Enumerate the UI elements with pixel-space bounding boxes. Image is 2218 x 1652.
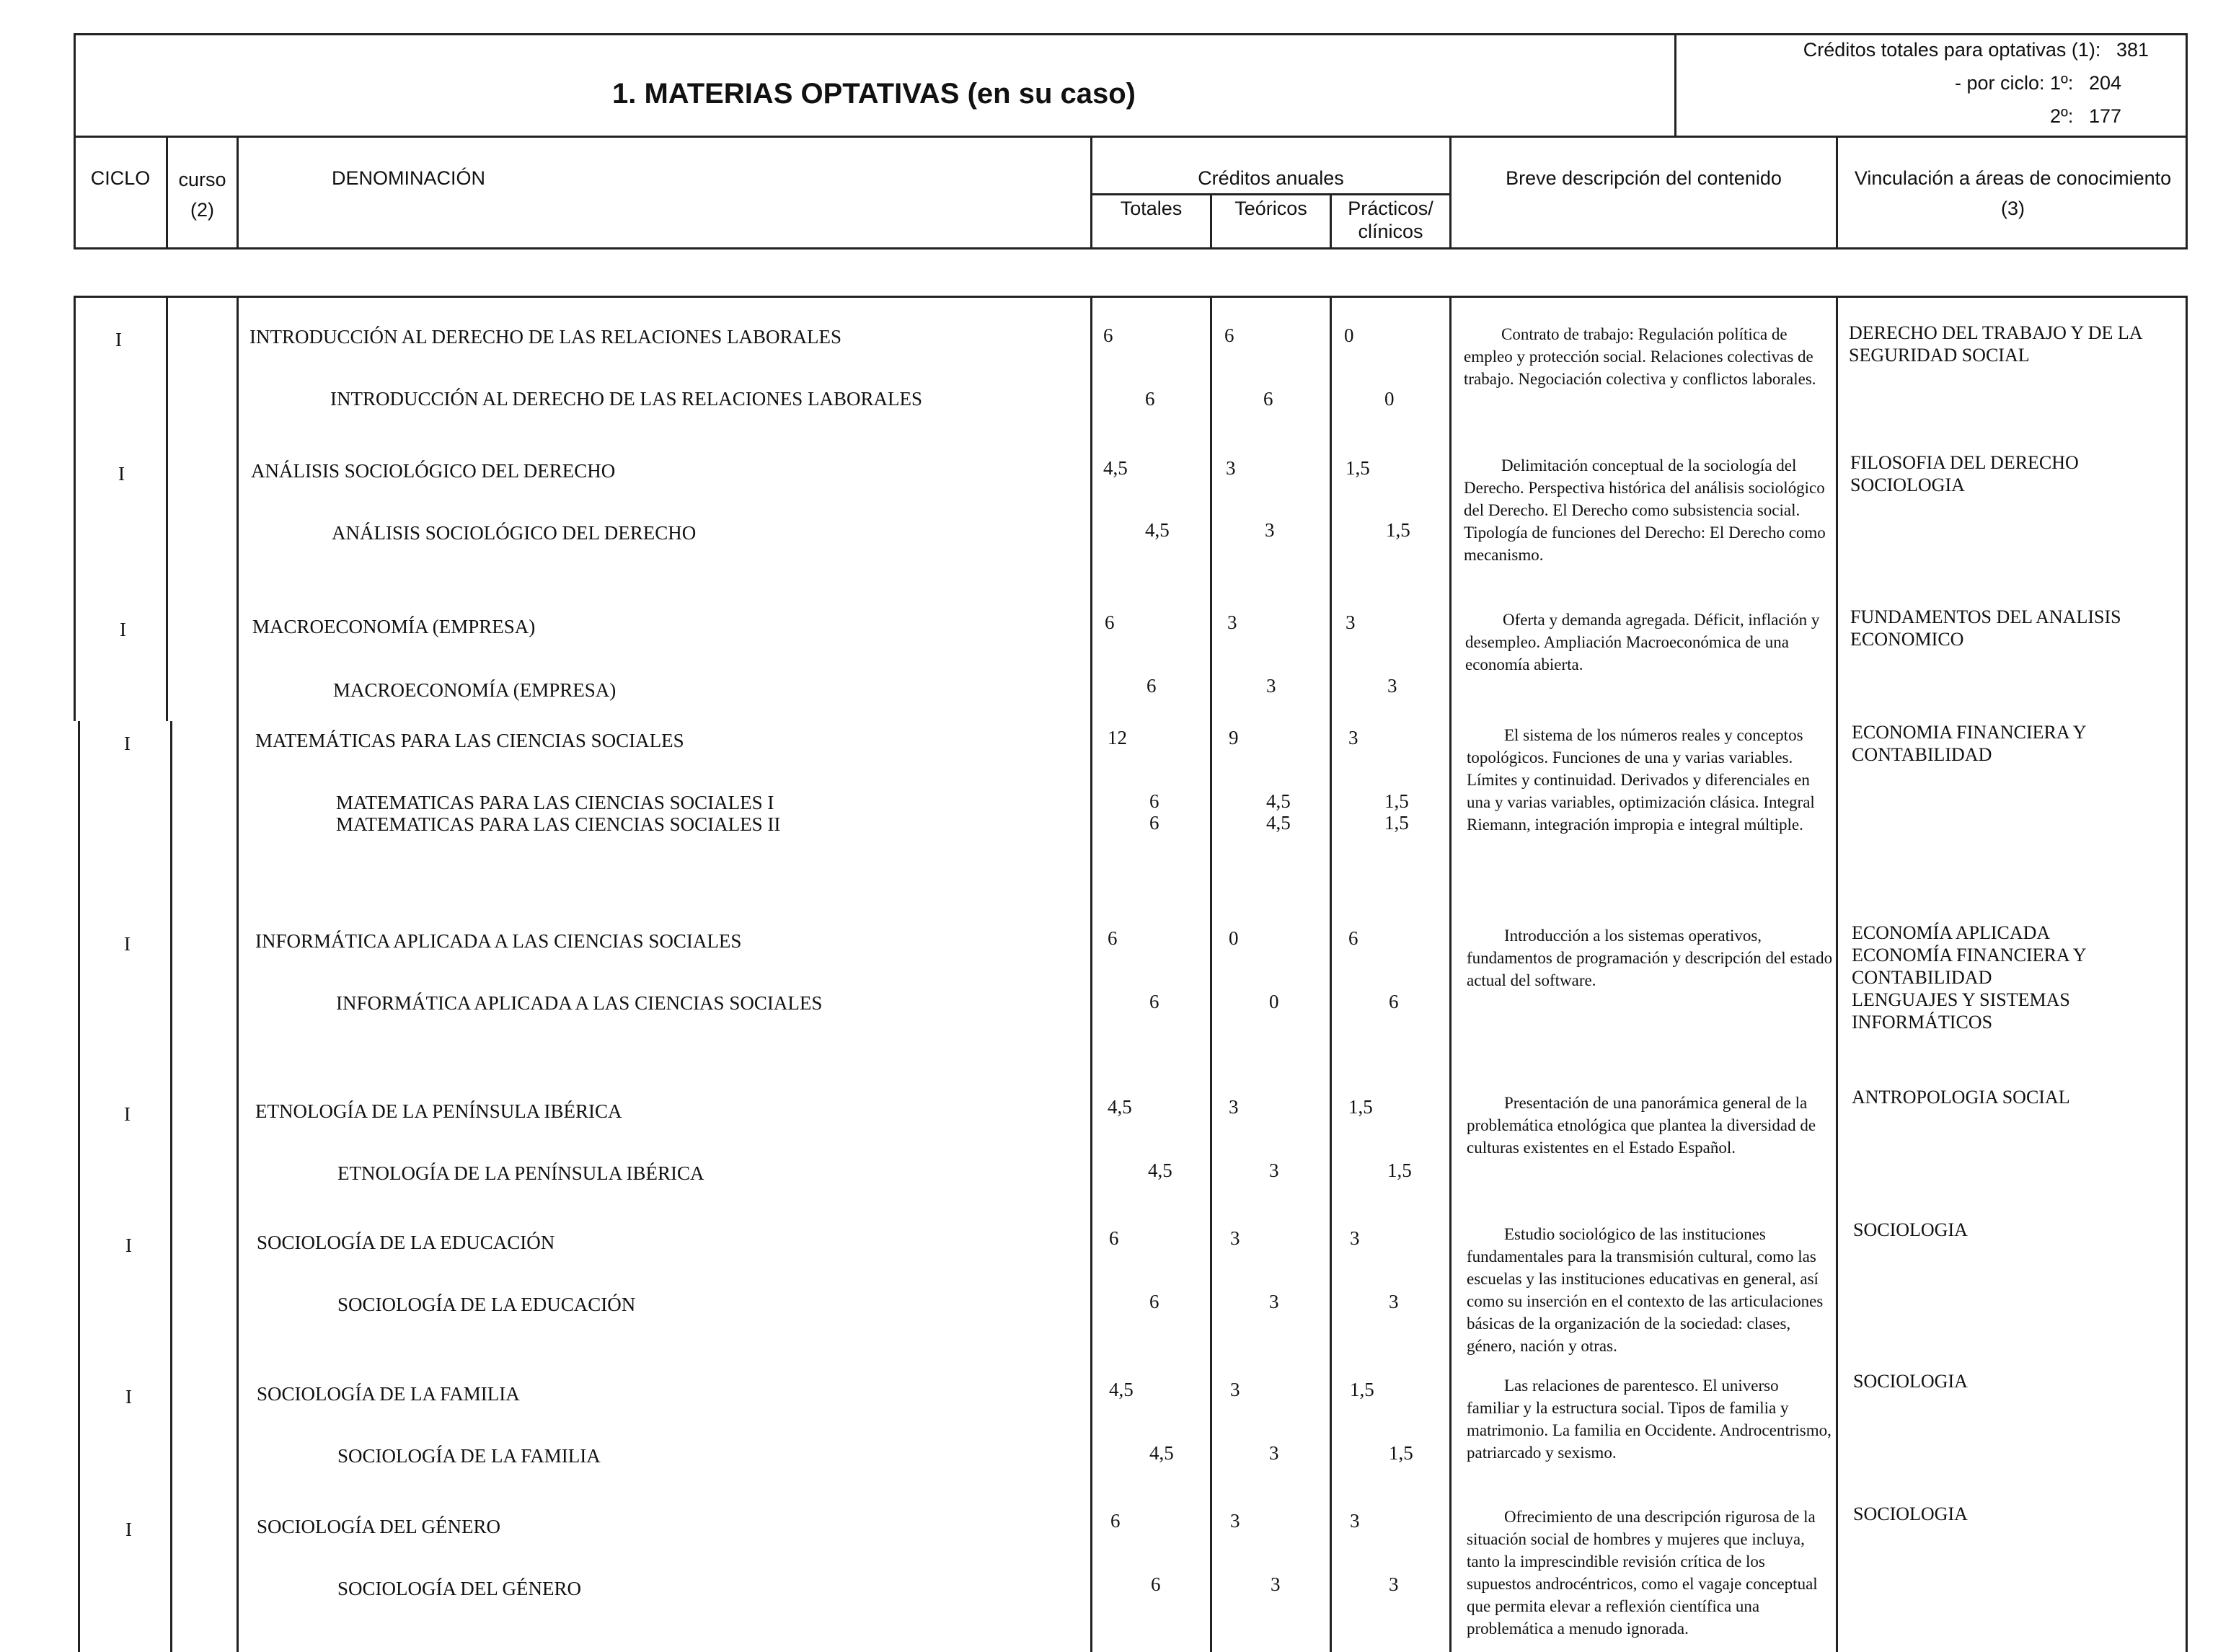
body-col-line (1090, 296, 1092, 1652)
page-title: 1. MATERIAS OPTATIVAS (en su caso) (611, 78, 1136, 110)
credits-cycle2-label: 2º: (2050, 105, 2074, 127)
knowledge-areas: SOCIOLOGIA (1853, 1503, 1968, 1524)
subject-teoricos: 0 (1229, 927, 1239, 949)
sub-subject-name: ANÁLISIS SOCIOLÓGICO DEL DERECHO (332, 522, 697, 544)
hdr-credits-divider (1090, 193, 1451, 195)
sub-subject-totales: 6 (1151, 1573, 1161, 1595)
sub-subject-practicos: 1,5 (1384, 812, 1409, 834)
col-header-practicos-2: clínicos (1358, 221, 1423, 242)
sub-subject-totales: 6 (1145, 388, 1155, 410)
knowledge-areas: ECONOMÍA APLICADA ECONOMÍA FINANCIERA Y CONTABILIDAD LENGUAJES Y SISTEMAS INFORMÁTICOS (1852, 922, 2086, 1033)
col-header-teoricos: Teóricos (1234, 198, 1307, 219)
sub-subject-teoricos: 3 (1266, 675, 1276, 697)
subject-teoricos: 3 (1227, 611, 1237, 633)
sub-subject-practicos: 0 (1384, 388, 1395, 410)
body-col-line (166, 296, 168, 721)
subject-description: Estudio sociológico de las instituciones fundamentales para la transmisión cultural, como las escuelas y las instituciones educativas en general, así como su inserción en el contexto de las articulaciones básicas de la organización de la sociedad: clases, género, nación y otras. (1467, 1225, 1824, 1355)
subject-description: Las relaciones de parentesco. El universo familiar y la estructura social. Tipos de familia y matrimonio. La familia en Occidente. Androcentrismo, patriarcado y sexismo. (1467, 1377, 1832, 1462)
col-header-ciclo: CICLO (90, 167, 151, 189)
sub-subject-practicos: 3 (1389, 1573, 1399, 1595)
col-header-descripcion: Breve descripción del contenido (1506, 167, 1782, 189)
credits-summary (1680, 39, 2149, 138)
knowledge-areas: ANTROPOLOGIA SOCIAL (1852, 1087, 2070, 1108)
subject-teoricos: 3 (1230, 1227, 1240, 1249)
knowledge-areas: DERECHO DEL TRABAJO Y DE LA SEGURIDAD SOCIAL (1849, 322, 2142, 366)
subject-teoricos: 9 (1229, 727, 1239, 748)
subject-description: Delimitación conceptual de la sociología del Derecho. Perspectiva histórica del análisis sociológico del Derecho. El Derecho como subsistencia social. Tipología de funciones del Derecho: El Derecho como mecanismo. (1464, 456, 1826, 564)
row-ciclo: I (118, 463, 125, 485)
col-header-practicos: Prácticos/ (1348, 198, 1433, 219)
subject-teoricos: 3 (1226, 457, 1236, 479)
subject-name: ETNOLOGÍA DE LA PENÍNSULA IBÉRICA (255, 1100, 622, 1122)
sub-subject-teoricos: 3 (1269, 1442, 1279, 1464)
hdr-col-line (1090, 136, 1092, 249)
subject-name: INTRODUCCIÓN AL DERECHO DE LAS RELACIONES LABORALES (249, 326, 841, 348)
subject-totales: 6 (1109, 1227, 1119, 1249)
subject-description: Contrato de trabajo: Regulación política de empleo y protección social. Relaciones colectivas de trabajo. Negociación colectiva y conflictos laborales. (1464, 325, 1816, 388)
credits-total-label: Créditos totales para optativas (1): (1803, 39, 2101, 61)
subject-practicos: 3 (1350, 1227, 1360, 1249)
sub-subject-practicos: 6 (1389, 991, 1399, 1012)
credits-total-value: 381 (2116, 39, 2149, 61)
row-ciclo: I (124, 1103, 131, 1125)
sub-subject-name: MATEMATICAS PARA LAS CIENCIAS SOCIALES I (336, 792, 774, 813)
col-header-vinculacion: Vinculación a áreas de conocimiento (1854, 167, 2172, 189)
col-header-denominacion: DENOMINACIÓN (332, 167, 486, 189)
row-ciclo: I (124, 933, 131, 955)
sub-subject-teoricos: 6 (1263, 388, 1273, 410)
subject-practicos: 1,5 (1350, 1379, 1374, 1400)
sub-subject-totales: 4,5 (1148, 1160, 1172, 1181)
subject-teoricos: 3 (1230, 1379, 1240, 1400)
sub-subject-totales: 4,5 (1145, 519, 1170, 541)
body-left-border-lower (78, 721, 80, 1652)
hdr-col-line (237, 136, 239, 249)
subject-description: Introducción a los sistemas operativos, fundamentos de programación y descripción del estado actual del software. (1467, 927, 1833, 989)
subject-teoricos: 6 (1224, 324, 1234, 346)
subject-practicos: 6 (1348, 927, 1358, 949)
col-header-curso: curso (178, 169, 226, 190)
credits-cycle1-label: - por ciclo: 1º: (1955, 72, 2074, 94)
hdr-col-line (1836, 136, 1838, 249)
sub-subject-totales: 6 (1149, 991, 1159, 1012)
sub-subject-name: SOCIOLOGÍA DE LA FAMILIA (337, 1445, 601, 1467)
subject-totales: 4,5 (1103, 457, 1128, 479)
col-header-curso-note: (2) (190, 199, 214, 221)
subject-practicos: 0 (1344, 324, 1354, 346)
subject-name: MATEMÁTICAS PARA LAS CIENCIAS SOCIALES (255, 730, 684, 751)
body-col-line (237, 296, 239, 1652)
sub-subject-totales: 6 (1149, 1291, 1159, 1312)
sub-subject-totales: 4,5 (1149, 1442, 1174, 1464)
knowledge-areas: ECONOMIA FINANCIERA Y CONTABILIDAD (1852, 722, 2086, 765)
sub-subject-teoricos: 4,5 (1266, 812, 1291, 834)
subject-totales: 4,5 (1108, 1096, 1132, 1118)
subject-totales: 4,5 (1109, 1379, 1134, 1400)
sub-subject-practicos: 1,5 (1386, 519, 1410, 541)
col-header-creditos-anuales: Créditos anuales (1198, 167, 1344, 189)
sub-subject-practicos: 3 (1387, 675, 1397, 697)
subject-name: SOCIOLOGÍA DE LA FAMILIA (257, 1383, 520, 1405)
subject-totales: 6 (1108, 927, 1118, 949)
row-ciclo: I (125, 1234, 132, 1256)
sub-subject-name: SOCIOLOGÍA DE LA EDUCACIÓN (337, 1294, 636, 1315)
sub-subject-name: INFORMÁTICA APLICADA A LAS CIENCIAS SOCIALES (336, 992, 823, 1014)
body-col-line (1449, 296, 1452, 1652)
credits-cycle1-value: 204 (2088, 72, 2121, 94)
subject-name: SOCIOLOGÍA DE LA EDUCACIÓN (257, 1232, 555, 1253)
subject-practicos: 1,5 (1346, 457, 1370, 479)
body-right-border (2186, 296, 2188, 1652)
sub-subject-name: SOCIOLOGÍA DEL GÉNERO (337, 1578, 581, 1599)
subject-totales: 6 (1103, 324, 1113, 346)
subject-description: El sistema de los números reales y conceptos topológicos. Funciones de una y varias variables. Límites y continuidad. Derivados y diferenciales en una y varias variables, optimización clásica. Integral Riemann, integración impropia e integral múltiple. (1467, 726, 1815, 834)
sub-subject-totales: 6 (1149, 812, 1159, 834)
sub-subject-practicos: 3 (1389, 1291, 1399, 1312)
sub-subject-name: ETNOLOGÍA DE LA PENÍNSULA IBÉRICA (337, 1162, 704, 1184)
col-header-vinculacion-note: (3) (2001, 198, 2025, 219)
subject-totales: 6 (1110, 1510, 1121, 1532)
subject-practicos: 3 (1350, 1510, 1360, 1532)
body-col-line (1330, 296, 1332, 1652)
row-ciclo: I (120, 619, 126, 640)
subject-practicos: 1,5 (1348, 1096, 1373, 1118)
row-ciclo: I (115, 329, 122, 350)
subject-totales: 12 (1108, 727, 1127, 748)
sub-subject-teoricos: 3 (1265, 519, 1275, 541)
body-top-border (74, 296, 2188, 298)
sub-subject-name: MATEMATICAS PARA LAS CIENCIAS SOCIALES II (336, 813, 781, 835)
sub-subject-totales: 6 (1146, 675, 1157, 697)
header-title-vsep (1674, 33, 1676, 137)
sub-subject-practicos: 1,5 (1384, 790, 1409, 812)
sub-subject-name: MACROECONOMÍA (EMPRESA) (333, 679, 617, 701)
body-left-border (74, 296, 76, 721)
subject-practicos: 3 (1348, 727, 1358, 748)
subject-teoricos: 3 (1230, 1510, 1240, 1532)
subject-teoricos: 3 (1229, 1096, 1239, 1118)
sub-subject-teoricos: 3 (1269, 1291, 1279, 1312)
col-header-totales: Totales (1120, 198, 1183, 219)
subject-name: SOCIOLOGÍA DEL GÉNERO (257, 1516, 500, 1537)
sub-subject-practicos: 1,5 (1387, 1160, 1412, 1181)
body-col-line (1836, 296, 1838, 1652)
knowledge-areas: SOCIOLOGIA (1853, 1371, 1968, 1392)
credits-cycle2-value: 177 (2088, 105, 2121, 127)
body-col-line-lower (170, 721, 172, 1652)
knowledge-areas: FUNDAMENTOS DEL ANALISIS ECONOMICO (1850, 606, 2121, 650)
knowledge-areas: FILOSOFIA DEL DERECHO SOCIOLOGIA (1850, 452, 2079, 495)
sub-subject-teoricos: 3 (1271, 1573, 1281, 1595)
row-ciclo: I (125, 1519, 132, 1540)
subject-name: INFORMÁTICA APLICADA A LAS CIENCIAS SOCIALES (255, 930, 742, 952)
row-ciclo: I (124, 733, 131, 754)
sub-subject-totales: 6 (1149, 790, 1159, 812)
subject-totales: 6 (1105, 611, 1115, 633)
subject-name: ANÁLISIS SOCIOLÓGICO DEL DERECHO (251, 460, 616, 482)
hdr-col-line (1449, 136, 1452, 249)
sub-subject-name: INTRODUCCIÓN AL DERECHO DE LAS RELACIONES LABORALES (330, 388, 922, 410)
sub-subject-teoricos: 3 (1269, 1160, 1279, 1181)
subject-name: MACROECONOMÍA (EMPRESA) (252, 616, 536, 637)
knowledge-areas: SOCIOLOGIA (1853, 1219, 1968, 1240)
sub-subject-teoricos: 0 (1269, 991, 1279, 1012)
hdr-col-line (166, 136, 168, 249)
subject-description: Ofrecimiento de una descripción rigurosa de la situación social de hombres y mujeres que incluya, tanto la imprescindible revisión crítica de los supuestos androcéntricos, como el vagaje conceptual que permita elevar a reflexión científica una problemática a menudo ignorada. (1467, 1508, 1818, 1638)
sub-subject-practicos: 1,5 (1389, 1442, 1413, 1464)
body-col-line (1210, 296, 1212, 1652)
subject-description: Presentación de una panorámica general de la problemática etnológica que plantea la diversidad de culturas existentes en el Estado Español. (1467, 1094, 1816, 1157)
sub-subject-teoricos: 4,5 (1266, 790, 1291, 812)
row-ciclo: I (125, 1386, 132, 1408)
subject-description: Oferta y demanda agregada. Déficit, inflación y desempleo. Ampliación Macroeconómica de una economía abierta. (1465, 611, 1820, 673)
subject-practicos: 3 (1346, 611, 1356, 633)
